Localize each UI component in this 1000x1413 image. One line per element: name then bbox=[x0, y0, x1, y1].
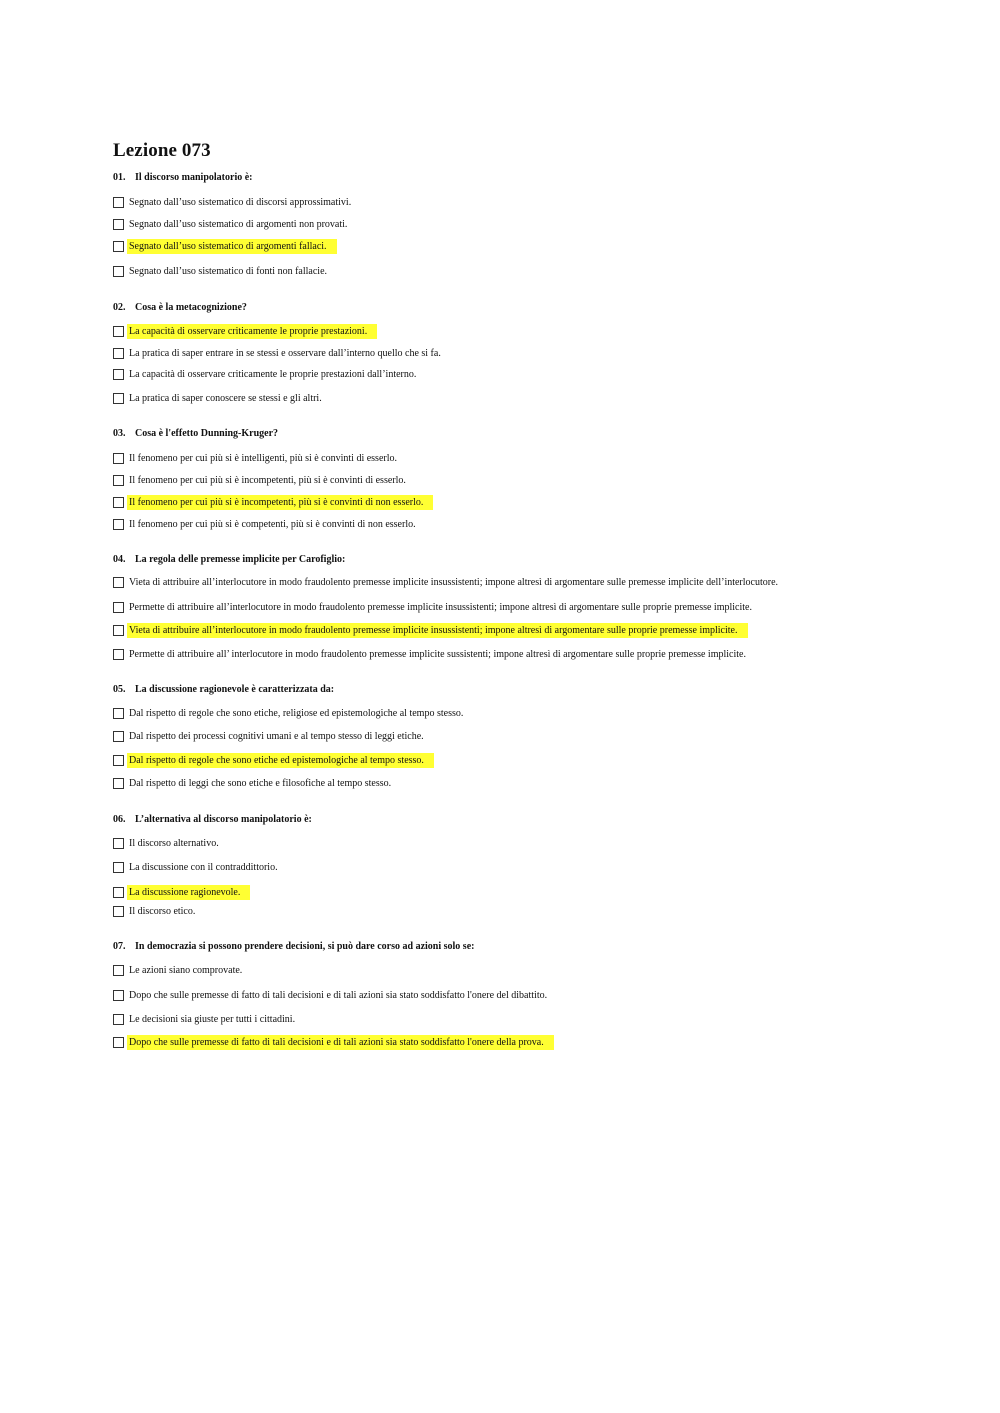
checkbox-icon[interactable] bbox=[113, 778, 124, 789]
answer-option[interactable] bbox=[113, 752, 434, 768]
answer-text: La pratica di saper conoscere se stessi e gli altri. bbox=[129, 392, 322, 404]
checkbox-icon[interactable] bbox=[113, 266, 124, 277]
answer-text-highlighted: La discussione ragionevole. bbox=[127, 885, 250, 900]
answer-text-highlighted: Segnato dall’uso sistematico di argomenti fallaci. bbox=[127, 239, 337, 254]
answer-option[interactable] bbox=[113, 263, 337, 279]
answer-option[interactable] bbox=[113, 859, 288, 875]
answer-option[interactable] bbox=[113, 366, 426, 382]
answer-text: Il discorso alternativo. bbox=[129, 837, 219, 849]
answer-option[interactable] bbox=[113, 1011, 305, 1027]
answer-text: Vieta di attribuire all’interlocutore in modo fraudolento premesse implicite insussistenti; impone altresì di argomentare sulle premesse implicite dell’interlocutore. bbox=[129, 576, 779, 588]
checkbox-icon[interactable] bbox=[113, 497, 124, 508]
question-number: 06. bbox=[113, 814, 126, 825]
answer-option[interactable] bbox=[113, 835, 229, 851]
question-5 bbox=[113, 684, 334, 695]
checkbox-icon[interactable] bbox=[113, 326, 124, 337]
answer-text: Le decisioni sia giuste per tutti i cittadini. bbox=[129, 1013, 296, 1025]
answer-option[interactable] bbox=[113, 622, 748, 638]
question-text: La regola delle premesse implicite per Carofiglio: bbox=[135, 554, 346, 565]
checkbox-icon[interactable] bbox=[113, 519, 124, 530]
checkbox-icon[interactable] bbox=[113, 1014, 124, 1025]
answer-text-highlighted: Il fenomeno per cui più si è incompetenti, più si è convinti di non esserlo. bbox=[127, 495, 433, 510]
checkbox-icon[interactable] bbox=[113, 219, 124, 230]
answer-text: Il fenomeno per cui più si è intelligenti, più si è convinti di esserlo. bbox=[129, 452, 397, 464]
answer-text: Permette di attribuire all’interlocutore in modo fraudolento premesse implicite insussistenti; impone altresì di argomentare sulle proprie premesse implicite. bbox=[129, 601, 752, 613]
answer-text-highlighted: Dopo che sulle premesse di fatto di tali decisioni e di tali azioni sia stato soddisfatto l'onere della prova. bbox=[127, 1035, 554, 1050]
answer-option[interactable] bbox=[113, 1034, 554, 1050]
checkbox-icon[interactable] bbox=[113, 369, 124, 380]
answer-text: Il fenomeno per cui più si è incompetenti, più si è convinti di esserlo. bbox=[129, 474, 406, 486]
checkbox-icon[interactable] bbox=[113, 393, 124, 404]
checkbox-icon[interactable] bbox=[113, 475, 124, 486]
checkbox-icon[interactable] bbox=[113, 577, 124, 588]
question-text: Il discorso manipolatorio è: bbox=[135, 172, 253, 183]
checkbox-icon[interactable] bbox=[113, 348, 124, 359]
answer-text-highlighted: Vieta di attribuire all’interlocutore in modo fraudolento premesse implicite insussistenti; impone altresì di argomentare sulle proprie premesse implicite. bbox=[127, 623, 748, 638]
answer-option[interactable] bbox=[113, 390, 332, 406]
answer-text: Le azioni siano comprovate. bbox=[129, 964, 243, 976]
checkbox-icon[interactable] bbox=[113, 887, 124, 898]
answer-option[interactable] bbox=[113, 705, 473, 721]
question-6 bbox=[113, 814, 312, 825]
answer-text: La pratica di saper entrare in se stessi e osservare dall’interno quello che si fa. bbox=[129, 347, 441, 359]
question-4 bbox=[113, 554, 345, 565]
checkbox-icon[interactable] bbox=[113, 755, 124, 766]
answer-option[interactable] bbox=[113, 238, 337, 254]
answer-option[interactable] bbox=[113, 884, 250, 900]
answer-text: Dal rispetto di leggi che sono etiche e filosofiche al tempo stesso. bbox=[129, 777, 392, 789]
answer-option[interactable] bbox=[113, 646, 756, 662]
checkbox-icon[interactable] bbox=[113, 649, 124, 660]
question-2 bbox=[113, 302, 247, 313]
answer-option[interactable] bbox=[113, 516, 426, 532]
answer-option[interactable] bbox=[113, 599, 762, 615]
question-7 bbox=[113, 941, 474, 952]
answer-text: Dopo che sulle premesse di fatto di tali decisioni e di tali azioni sia stato soddisfatto l'onere del dibattito. bbox=[129, 989, 548, 1001]
answer-text: Segnato dall’uso sistematico di discorsi approssimativi. bbox=[129, 196, 352, 208]
checkbox-icon[interactable] bbox=[113, 708, 124, 719]
answer-text: Dal rispetto di regole che sono etiche, religiose ed epistemologiche al tempo stesso. bbox=[129, 707, 464, 719]
answer-option[interactable] bbox=[113, 450, 407, 466]
answer-text: Il discorso etico. bbox=[129, 905, 196, 917]
question-number: 01. bbox=[113, 172, 126, 183]
answer-option[interactable] bbox=[113, 775, 401, 791]
question-number: 07. bbox=[113, 941, 126, 952]
question-number: 03. bbox=[113, 428, 126, 439]
checkbox-icon[interactable] bbox=[113, 906, 124, 917]
answer-option[interactable] bbox=[113, 574, 788, 590]
answer-option[interactable] bbox=[113, 345, 451, 361]
checkbox-icon[interactable] bbox=[113, 602, 124, 613]
checkbox-icon[interactable] bbox=[113, 1037, 124, 1048]
answer-text: Il fenomeno per cui più si è competenti, più si è convinti di non esserlo. bbox=[129, 518, 416, 530]
answer-option[interactable] bbox=[113, 728, 434, 744]
question-number: 05. bbox=[113, 684, 126, 695]
answer-option[interactable] bbox=[113, 472, 416, 488]
answer-option[interactable] bbox=[113, 216, 357, 232]
checkbox-icon[interactable] bbox=[113, 241, 124, 252]
answer-option[interactable] bbox=[113, 903, 205, 919]
question-text: In democrazia si possono prendere decisioni, si può dare corso ad azioni solo se: bbox=[135, 941, 475, 952]
answer-option[interactable] bbox=[113, 323, 377, 339]
checkbox-icon[interactable] bbox=[113, 862, 124, 873]
question-number: 02. bbox=[113, 302, 126, 313]
question-text: Cosa è la metacognizione? bbox=[135, 302, 247, 313]
answer-option[interactable] bbox=[113, 987, 557, 1003]
answer-text: La discussione con il contraddittorio. bbox=[129, 861, 278, 873]
answer-text: Segnato dall’uso sistematico di argomenti non provati. bbox=[129, 218, 348, 230]
question-1 bbox=[113, 172, 253, 183]
question-text: Cosa è l'effetto Dunning-Kruger? bbox=[135, 428, 279, 439]
checkbox-icon[interactable] bbox=[113, 838, 124, 849]
checkbox-icon[interactable] bbox=[113, 453, 124, 464]
question-3 bbox=[113, 428, 278, 439]
answer-text: La capacità di osservare criticamente le proprie prestazioni dall’interno. bbox=[129, 368, 417, 380]
answer-option[interactable] bbox=[113, 962, 252, 978]
checkbox-icon[interactable] bbox=[113, 625, 124, 636]
answer-text-highlighted: La capacità di osservare criticamente le proprie prestazioni. bbox=[127, 324, 377, 339]
question-text: L’alternativa al discorso manipolatorio è: bbox=[135, 814, 312, 825]
checkbox-icon[interactable] bbox=[113, 990, 124, 1001]
checkbox-icon[interactable] bbox=[113, 197, 124, 208]
checkbox-icon[interactable] bbox=[113, 731, 124, 742]
answer-option[interactable] bbox=[113, 494, 433, 510]
answer-text: Segnato dall’uso sistematico di fonti non fallacie. bbox=[129, 265, 328, 277]
answer-text: Permette di attribuire all’ interlocutore in modo fraudolento premesse implicite sussistenti; impone altresì di argomentare sulle proprie premesse implicite. bbox=[129, 648, 746, 660]
answer-text: Dal rispetto dei processi cognitivi umani e al tempo stesso di leggi etiche. bbox=[129, 730, 424, 742]
question-text: La discussione ragionevole è caratterizzata da: bbox=[135, 684, 335, 695]
answer-text-highlighted: Dal rispetto di regole che sono etiche ed epistemologiche al tempo stesso. bbox=[127, 753, 434, 768]
question-number: 04. bbox=[113, 554, 126, 565]
page-title: Lezione 073 bbox=[113, 140, 211, 161]
answer-option[interactable] bbox=[113, 194, 361, 210]
checkbox-icon[interactable] bbox=[113, 965, 124, 976]
